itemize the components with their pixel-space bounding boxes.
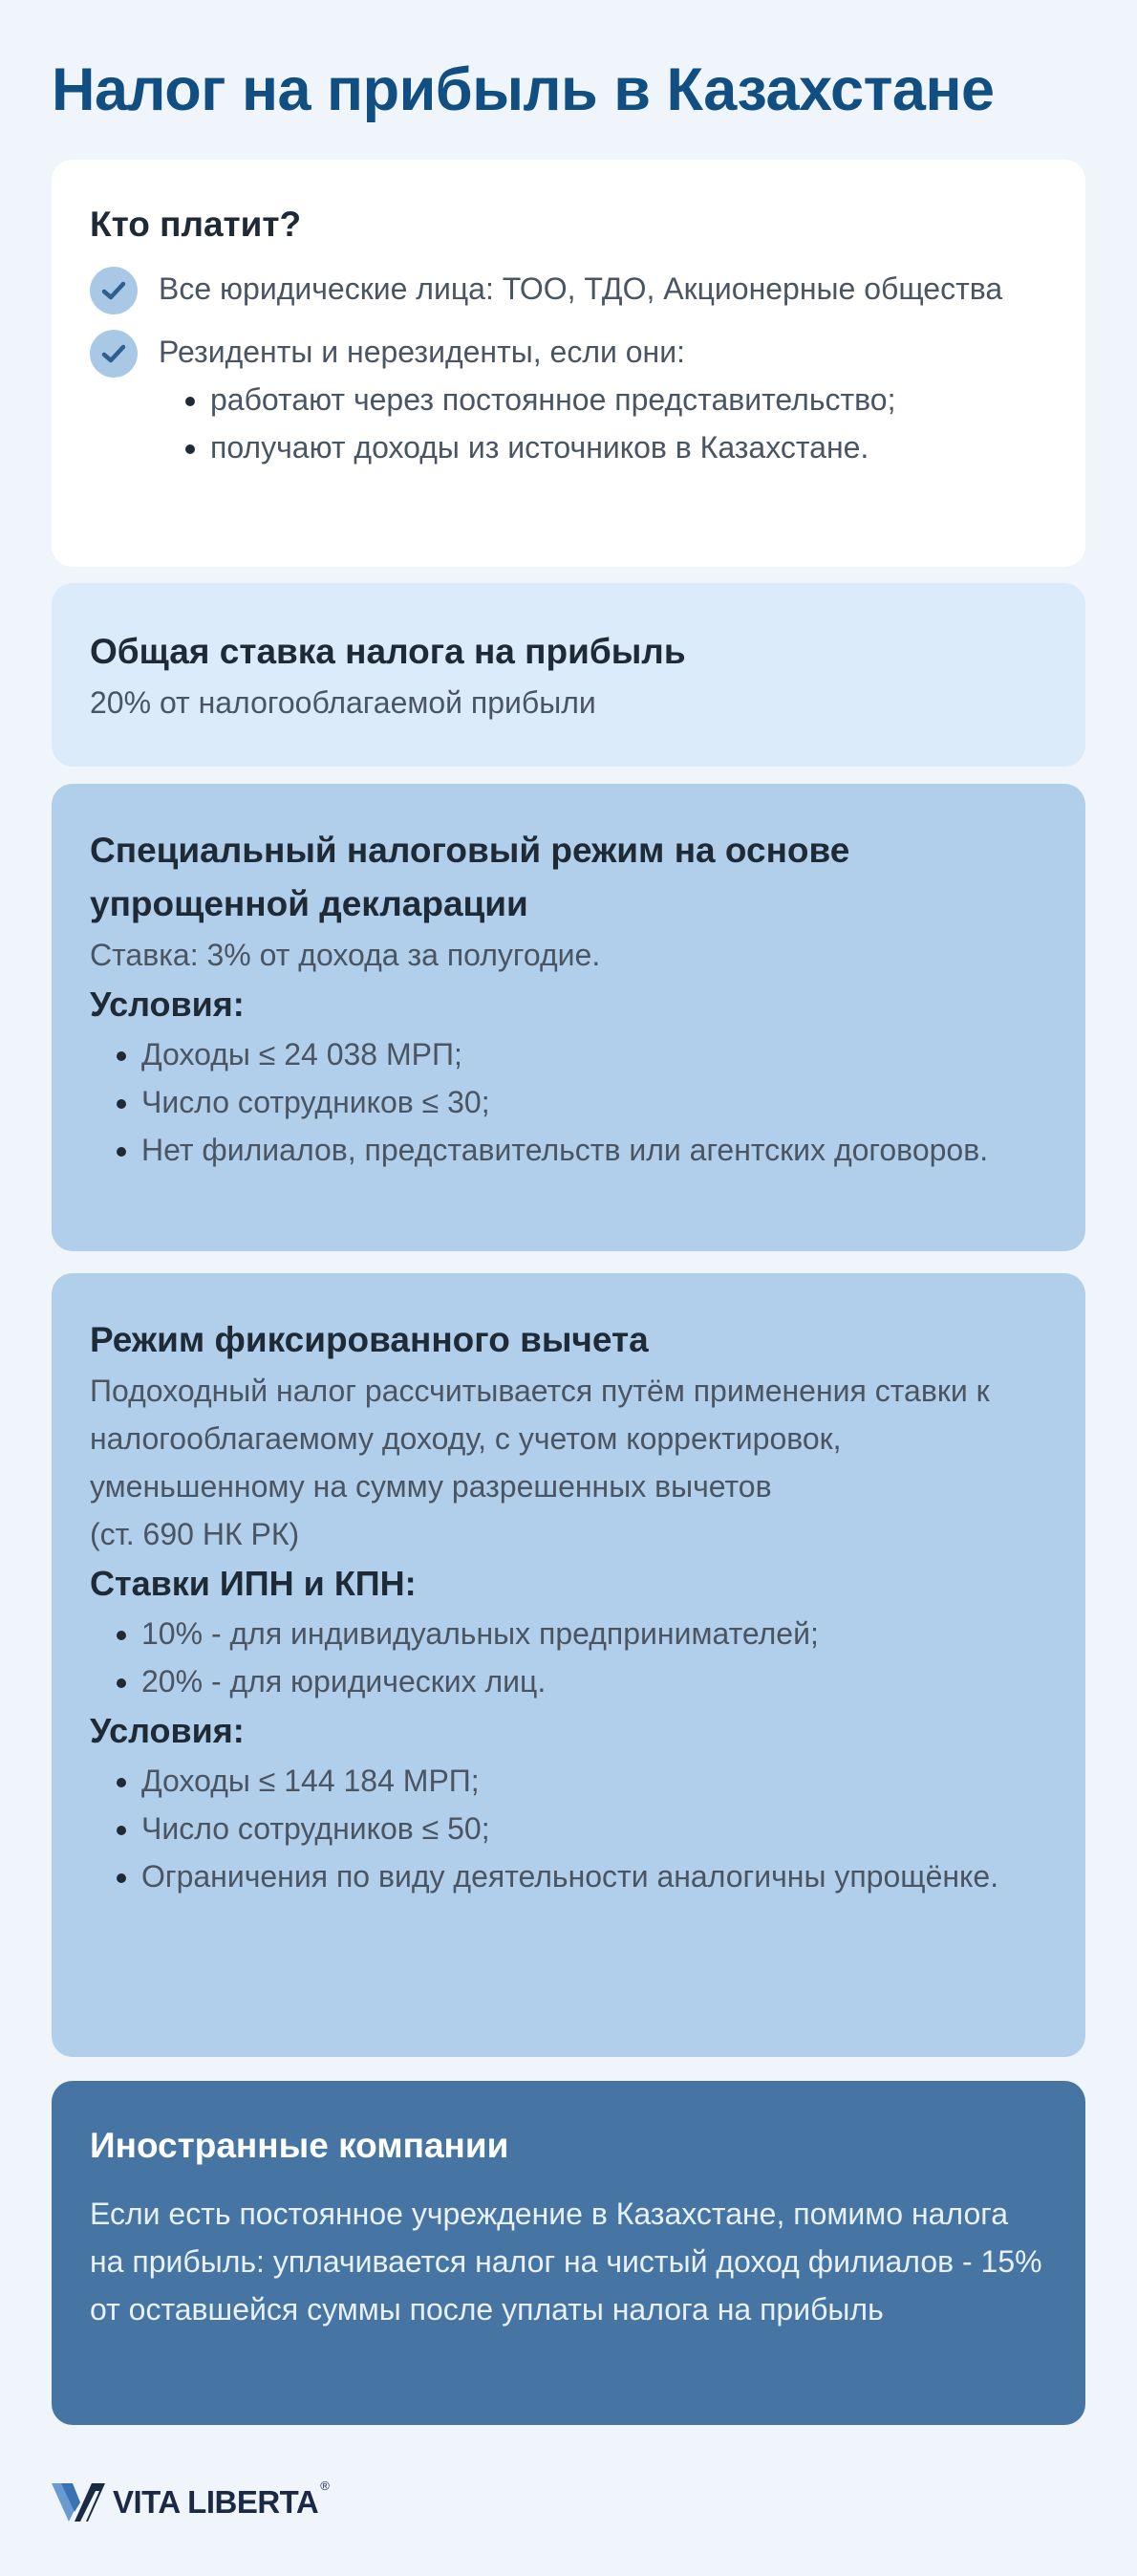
special-regime-card	[52, 784, 1085, 1251]
special-regime-conditions-heading: Условия:	[90, 985, 245, 1024]
list-item: • Доходы ≤ 24 038 МРП;	[141, 1030, 1047, 1078]
registered-mark: ®	[320, 2478, 330, 2493]
foreign-companies-card	[52, 2081, 1085, 2425]
vita-liberta-logo	[52, 2478, 330, 2522]
fixed-deduction-rates	[90, 1610, 1047, 1705]
check-icon	[90, 330, 138, 378]
fixed-deduction-reference: (ст. 690 НК РК)	[90, 1517, 300, 1551]
who-pays-heading: Кто платит?	[90, 205, 302, 244]
list-item: • 20% - для юридических лиц.	[141, 1657, 1047, 1705]
special-regime-conditions	[90, 1030, 1047, 1174]
who-pays-item	[90, 328, 1047, 471]
who-pays-subitems	[159, 376, 895, 471]
who-pays-item	[90, 265, 1047, 314]
list-item: • Доходы ≤ 144 184 МРП;	[141, 1757, 1047, 1805]
fixed-deduction-rates-heading: Ставки ИПН и КПН:	[90, 1564, 417, 1603]
fixed-deduction-conditions-heading: Условия:	[90, 1711, 245, 1750]
list-item: • Нет филиалов, представительств или агентских договоров.	[141, 1126, 1047, 1174]
check-icon	[90, 267, 138, 314]
who-pays-item-body	[159, 328, 895, 471]
list-item: • Число сотрудников ≤ 50;	[141, 1805, 1047, 1852]
special-regime-heading: Специальный налоговый режим на основе упрощенной декларации	[90, 831, 850, 923]
general-rate-heading: Общая ставка налога на прибыль	[90, 632, 686, 671]
general-rate-card	[52, 583, 1085, 767]
fixed-deduction-conditions	[90, 1757, 1047, 1900]
list-item: • 10% - для индивидуальных предпринимателей;	[141, 1610, 1047, 1657]
vita-liberta-logo-icon	[52, 2483, 105, 2522]
who-pays-item-text: Резиденты и нерезиденты, если они:	[159, 335, 685, 369]
page-title: Налог на прибыль в Казахстане	[52, 56, 995, 123]
list-item: • Число сотрудников ≤ 30;	[141, 1078, 1047, 1126]
fixed-deduction-text: Подоходный налог рассчитывается путём применения ставки к налогооблагаемому доходу, с учетом корректировок, уменьшенному на сумму разрешенных вычетов	[90, 1374, 990, 1504]
list-item: • работают через постоянное представительство;	[210, 376, 895, 423]
who-pays-card	[52, 160, 1085, 567]
list-item: • Ограничения по виду деятельности аналогичны упрощёнке.	[141, 1852, 1047, 1900]
foreign-companies-heading: Иностранные компании	[90, 2126, 509, 2165]
general-rate-text: 20% от налогооблагаемой прибыли	[90, 685, 596, 720]
special-regime-rate: Ставка: 3% от дохода за полугодие.	[90, 938, 601, 972]
list-item: • получают доходы из источников в Казахстане.	[210, 423, 895, 471]
fixed-deduction-heading: Режим фиксированного вычета	[90, 1320, 649, 1359]
who-pays-item-text: Все юридические лица: ТОО, ТДО, Акционерные общества	[159, 271, 1003, 306]
logo-wordmark: VITA LIBERTA	[113, 2484, 319, 2520]
foreign-companies-text: Если есть постоянное учреждение в Казахстане, помимо налога на прибыль: уплачивается налог на чистый доход филиалов - 15% от оставшейся суммы после уплаты налога на прибыль	[90, 2197, 1042, 2327]
fixed-deduction-card	[52, 1273, 1085, 2057]
